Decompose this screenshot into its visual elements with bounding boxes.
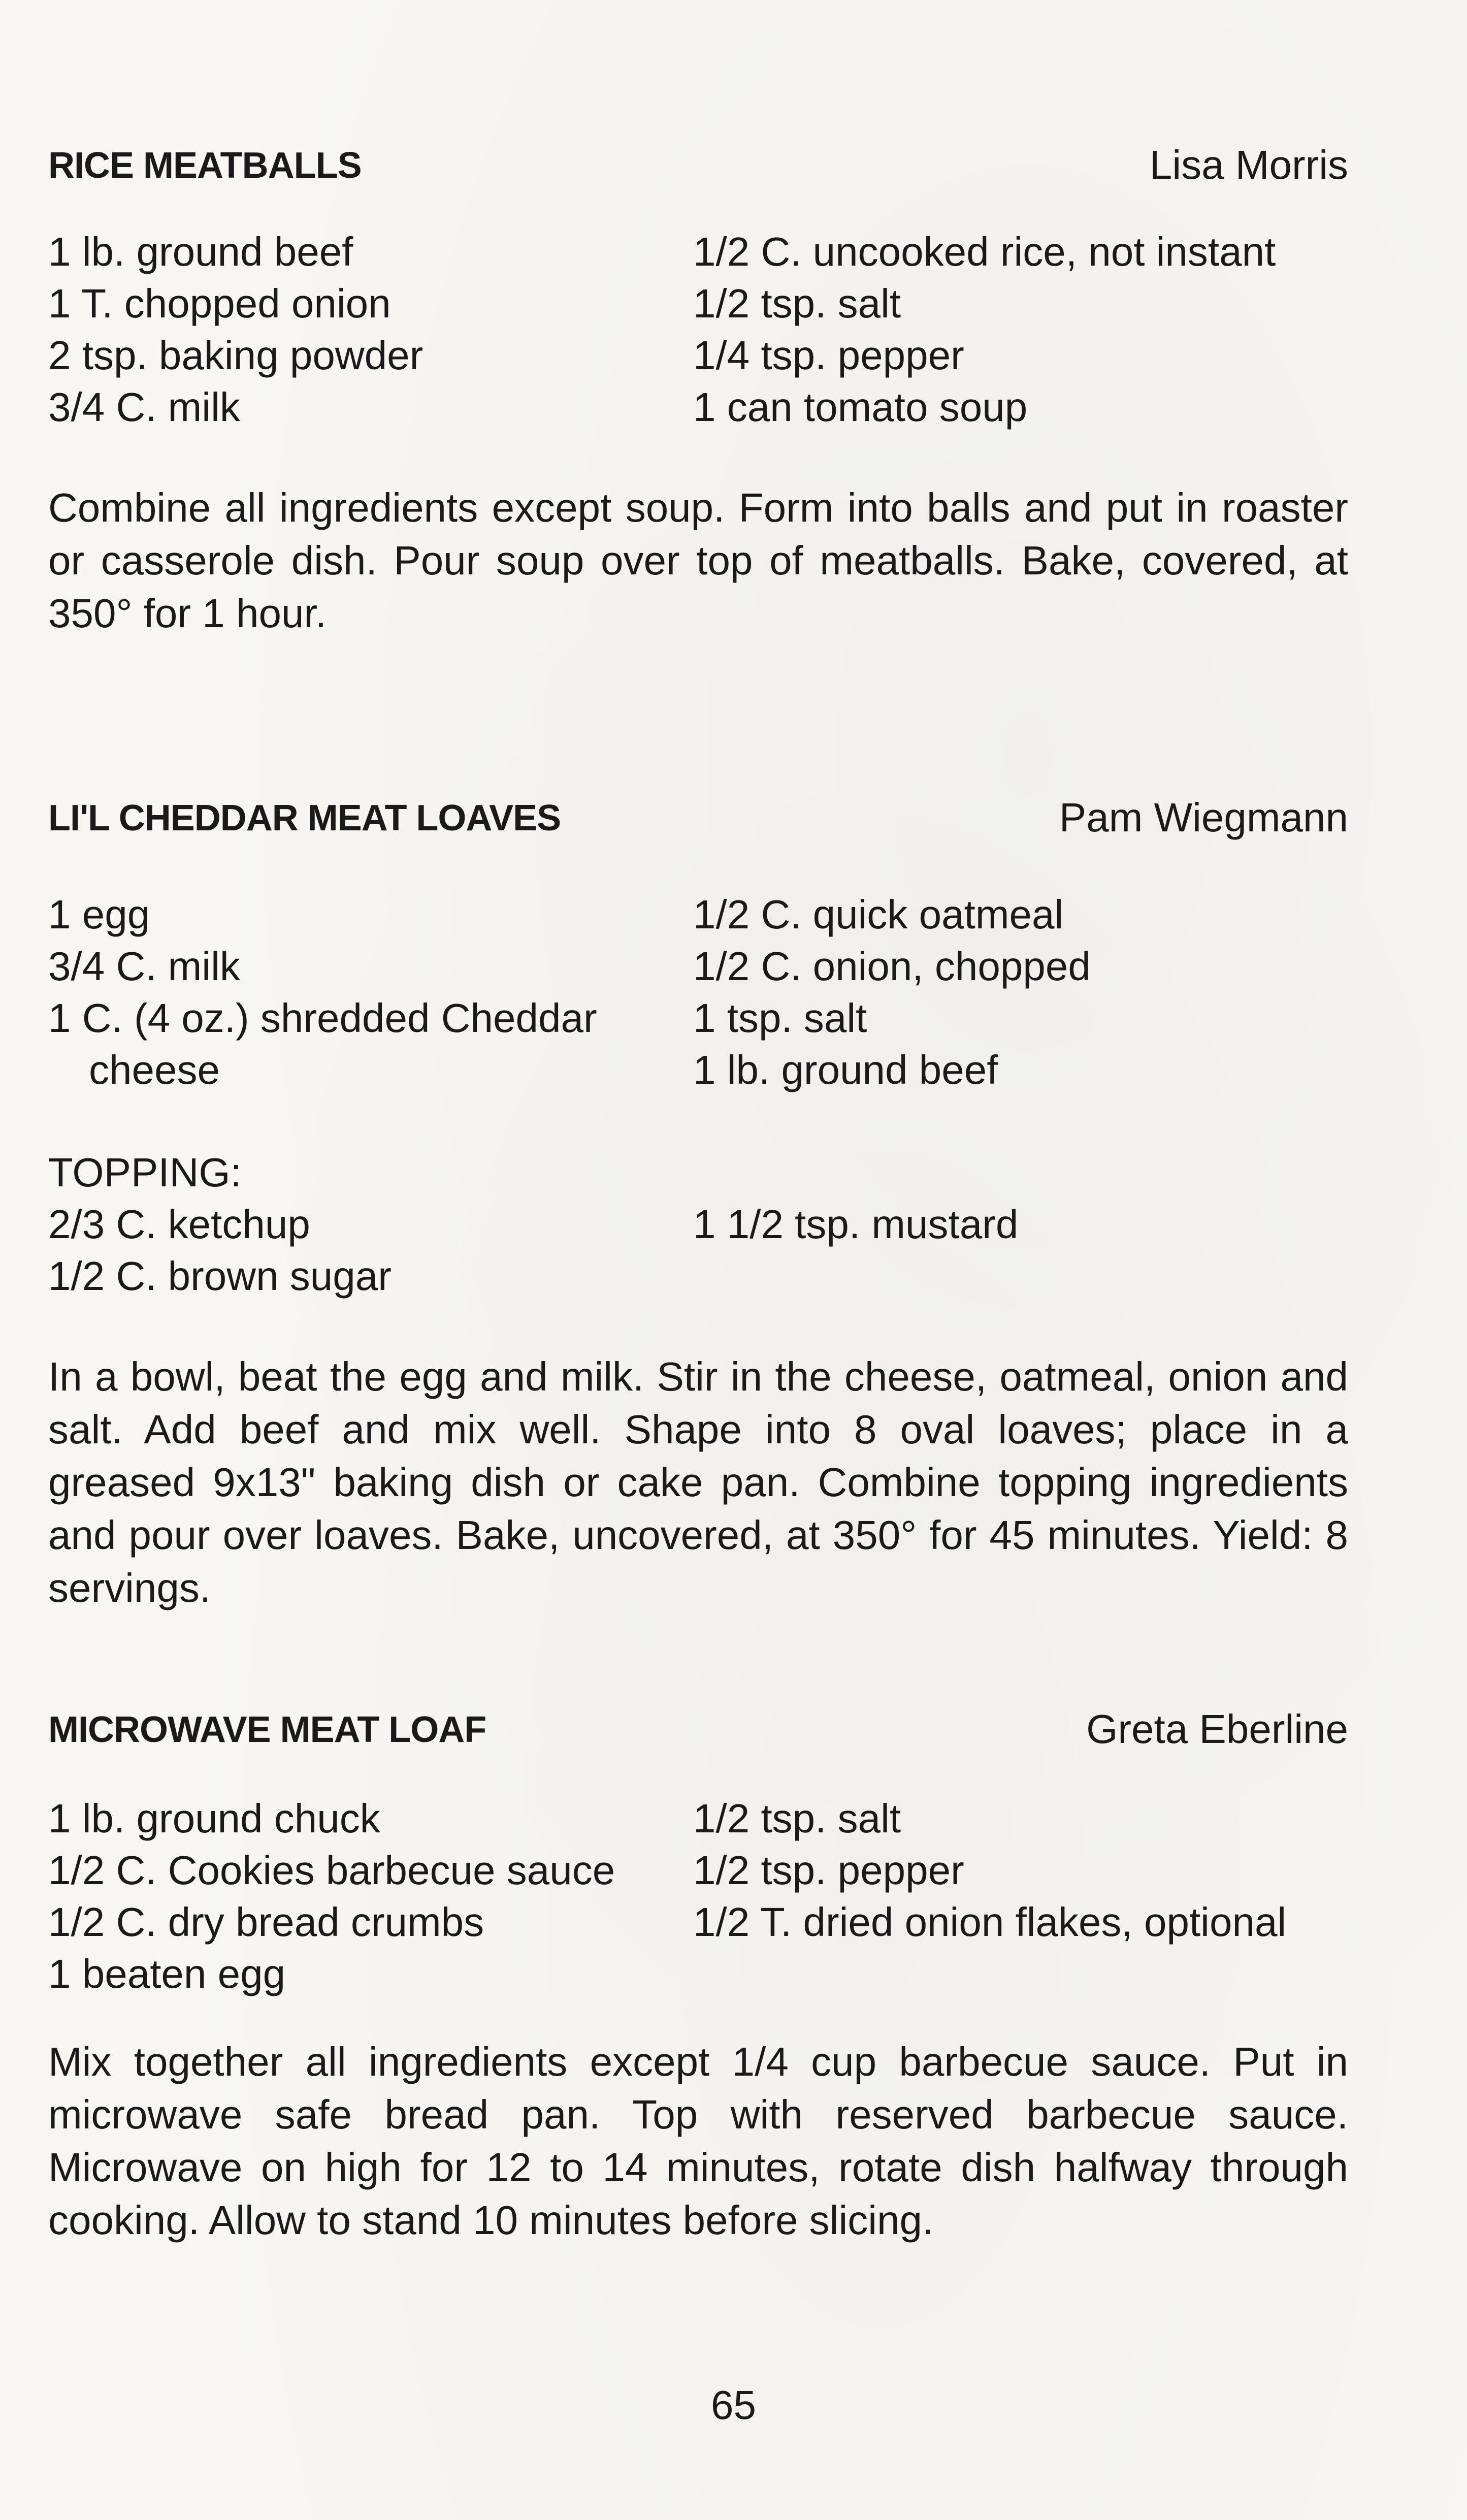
ingredient-list	[48, 1793, 1348, 2000]
recipe-header	[48, 797, 1348, 853]
recipe-directions: In a bowl, beat the egg and milk. Stir in the cheese, oatmeal, onion and salt. Add beef and mix well. Shape into 8 oval loaves; place in a greased 9x13" baking dish or cake pan. Combine topping ingredients and pour over loaves. Bake, uncovered, at 350° for 45 minutes. Yield: 8 servings.	[48, 1354, 1348, 1610]
recipe-title: LI'L CHEDDAR MEAT LOAVES	[48, 798, 561, 838]
ingredient-item: 1 lb. ground beef	[693, 1047, 998, 1092]
ingredient-item: 1/2 C. onion, chopped	[693, 944, 1091, 989]
ingredient-item: 1 egg	[48, 892, 150, 937]
ingredient-item: 1 C. (4 oz.) shredded Cheddar cheese	[48, 995, 597, 1092]
ingredient-item: 1 lb. ground beef	[48, 229, 353, 274]
topping-item: 1/2 C. brown sugar	[48, 1253, 392, 1299]
ingredient-item: 3/4 C. milk	[48, 384, 240, 430]
ingredient-item: 1/2 tsp. salt	[693, 1796, 901, 1841]
ingredient-item: 1 beaten egg	[48, 1951, 286, 1996]
topping-column-left	[48, 1199, 693, 1302]
recipe-author: Lisa Morris	[1149, 142, 1348, 187]
ingredient-item: 1/2 tsp. salt	[693, 281, 901, 326]
ingredient-column-left	[48, 889, 693, 1096]
recipe-header	[48, 142, 1348, 201]
ingredient-item: 1/2 C. dry bread crumbs	[48, 1899, 484, 1945]
recipe-header	[48, 1706, 1348, 1765]
recipe-rice-meatballs	[48, 142, 1348, 640]
ingredient-item: 1 tsp. salt	[693, 995, 867, 1041]
recipe-microwave-meat-loaf	[48, 1706, 1348, 2247]
ingredient-item: 1 lb. ground chuck	[48, 1796, 380, 1841]
topping-item: 1 1/2 tsp. mustard	[693, 1202, 1019, 1247]
ingredient-item: 1/2 tsp. pepper	[693, 1848, 964, 1893]
topping-column-right	[693, 1199, 1348, 1302]
topping-list	[48, 1199, 1348, 1302]
ingredient-column-left	[48, 1793, 693, 2000]
recipe-title: RICE MEATBALLS	[48, 145, 362, 186]
ingredient-item: 1/2 T. dried onion flakes, optional	[693, 1899, 1287, 1945]
ingredient-item: 1 can tomato soup	[693, 384, 1028, 430]
ingredient-item: 3/4 C. milk	[48, 944, 240, 989]
ingredient-column-right	[693, 226, 1348, 433]
ingredient-column-right	[693, 1793, 1348, 2000]
ingredient-item: 1/2 C. Cookies barbecue sauce	[48, 1848, 615, 1893]
recipe-author: Pam Wiegmann	[1059, 795, 1348, 840]
ingredient-item: 1/2 C. quick oatmeal	[693, 892, 1064, 937]
recipe-directions: Combine all ingredients except soup. Form into balls and put in roaster or casserole dish. Pour soup over top of meatballs. Bake, covered, at 350° for 1 hour.	[48, 485, 1348, 636]
recipe-lil-cheddar-meat-loaves	[48, 797, 1348, 1614]
topping-heading: TOPPING:	[48, 1150, 242, 1195]
recipe-directions: Mix together all ingredients except 1/4 cup barbecue sauce. Put in microwave safe bread pan. Top with reserved barbecue sauce. Microwave on high for 12 to 14 minutes, rotate dish halfway through cooking. Allow to stand 10 minutes before slicing.	[48, 2039, 1348, 2243]
ingredient-list	[48, 889, 1348, 1096]
page-number: 65	[711, 2382, 756, 2428]
ingredient-item: 1/2 C. uncooked rice, not instant	[693, 229, 1276, 274]
ingredient-list	[48, 226, 1348, 433]
ingredient-item: 2 tsp. baking powder	[48, 333, 423, 378]
ingredient-item: 1 T. chopped onion	[48, 281, 391, 326]
recipe-title: MICROWAVE MEAT LOAF	[48, 1709, 486, 1750]
ingredient-item: 1/4 tsp. pepper	[693, 333, 964, 378]
recipe-author: Greta Eberline	[1086, 1706, 1348, 1752]
topping-item: 2/3 C. ketchup	[48, 1202, 310, 1247]
ingredient-column-left	[48, 226, 693, 433]
ingredient-column-right	[693, 889, 1348, 1096]
